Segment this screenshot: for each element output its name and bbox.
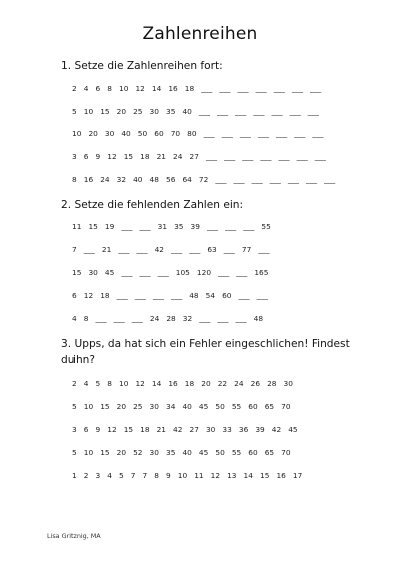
section-3-row-4: 5 10 15 20 52 30 35 40 45 50 55 60 65 70	[72, 448, 291, 457]
section-2-row-3: 15 30 45 ___ ___ ___ 105 120 ___ ___ 165	[72, 268, 269, 277]
section-1-row-5: 8 16 24 32 40 48 56 64 72 ___ ___ ___ ___ ___ ___ ___	[72, 175, 336, 184]
section-3-heading-line-1: 3. Upps, da hat sich ein Fehler eingeschlichen! Findest du	[61, 338, 350, 366]
section-3-heading-line-2: ihn?	[73, 354, 95, 366]
section-2-heading: 2. Setze die fehlenden Zahlen ein:	[61, 199, 244, 211]
page-title: Zahlenreihen	[142, 24, 258, 44]
section-2-row-5: 4 8 ___ ___ ___ 24 28 32 ___ ___ ___ 48	[72, 314, 264, 323]
section-1-row-2: 5 10 15 20 25 30 35 40 ___ ___ ___ ___ ___ ___ ___	[72, 107, 319, 116]
section-1-row-1: 2 4 6 8 10 12 14 16 18 ___ ___ ___ ___ ___ ___ ___	[72, 84, 322, 93]
section-1-row-4: 3 6 9 12 15 18 21 24 27 ___ ___ ___ ___ ___ ___ ___	[72, 152, 326, 161]
section-3-row-2: 5 10 15 20 25 30 34 40 45 50 55 60 65 70	[72, 402, 291, 411]
section-2-row-2: 7 ___ 21 ___ ___ 42 ___ ___ 63 ___ 77 ___	[72, 245, 270, 254]
section-2-row-1: 11 15 19 ___ ___ 31 35 39 ___ ___ ___ 55	[72, 222, 271, 231]
section-2-row-4: 6 12 18 ___ ___ ___ ___ 48 54 60 ___ ___	[72, 291, 268, 300]
author-footer: Lisa Gritznig, MA	[47, 532, 101, 540]
section-3-row-1: 2 4 5 8 10 12 14 16 18 20 22 24 26 28 30	[72, 379, 293, 388]
section-1-row-3: 10 20 30 40 50 60 70 80 ___ ___ ___ ___ ___ ___ ___	[72, 129, 324, 138]
section-3-row-5: 1 2 3 4 5 7 7 8 9 10 11 12 13 14 15 16 17	[72, 471, 303, 480]
section-1-heading: 1. Setze die Zahlenreihen fort:	[61, 60, 223, 72]
section-3-row-3: 3 6 9 12 15 18 21 42 27 30 33 36 39 42 45	[72, 425, 298, 434]
